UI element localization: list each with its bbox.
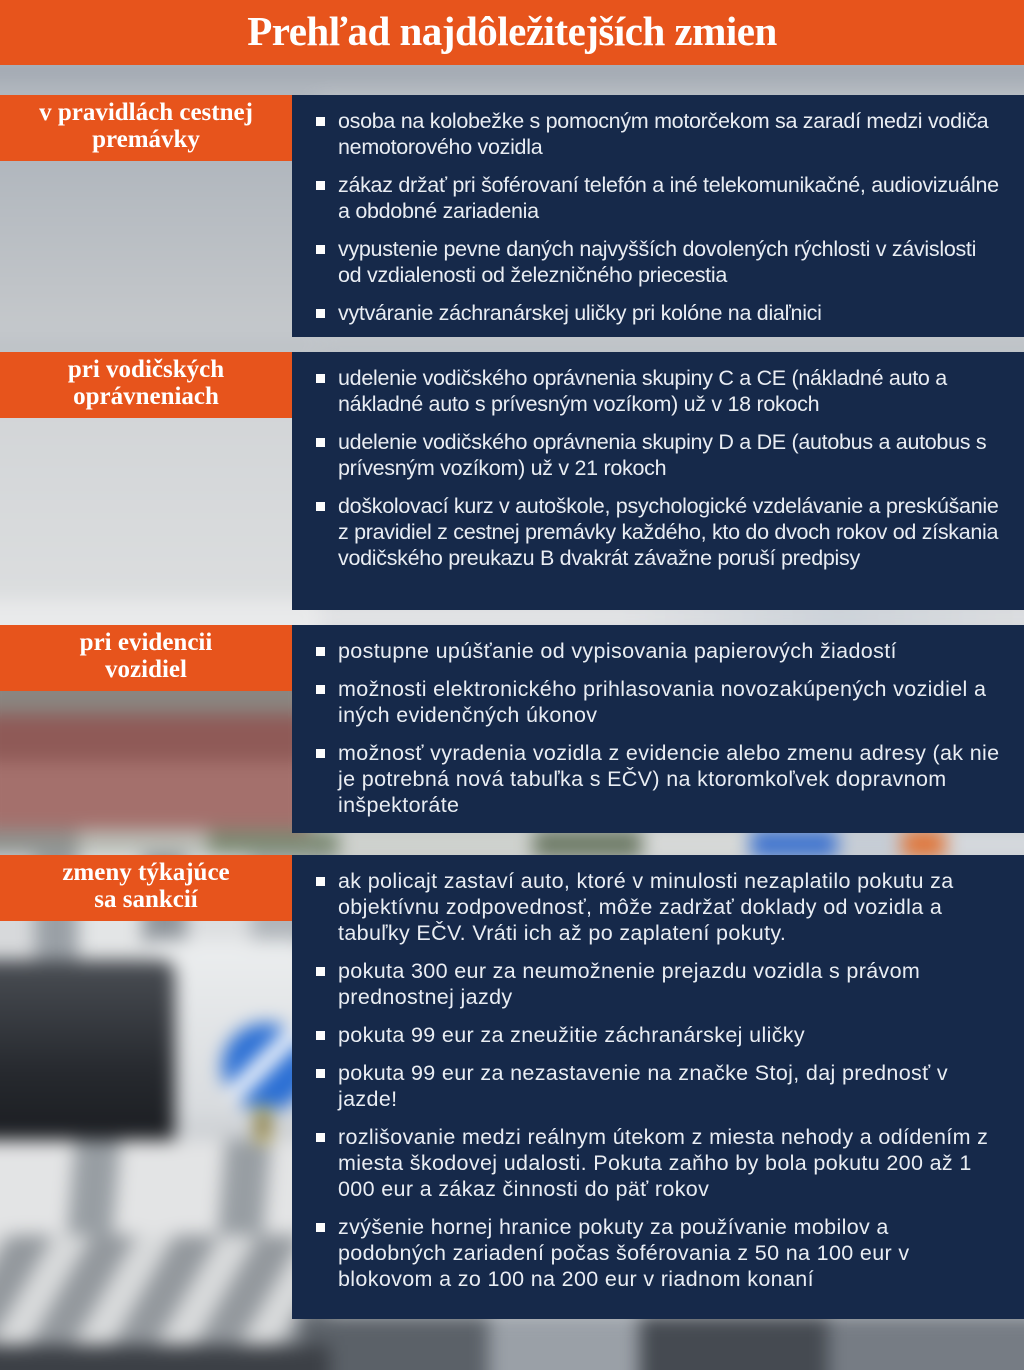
square-bullet-icon	[316, 749, 325, 758]
bullet-text: zvýšenie hornej hranice pokuty za používanie mobilov a podobných zariadení počas šoférovania z 50 na 100 eur v blokovom a zo 100 na 200 eur v riadnom konaní	[338, 1215, 910, 1291]
square-bullet-icon	[316, 181, 325, 190]
section-label-line: v pravidlách cestnej	[39, 99, 253, 126]
section-label-line: zmeny týkajúce	[62, 859, 230, 886]
bullet-text: vypustenie pevne daných najvyšších dovolených rýchlosti v závislosti od vzdialenosti od železničného priecestia	[338, 237, 977, 287]
section-label	[0, 95, 292, 161]
list-item	[316, 638, 1000, 664]
bullet-text: osoba na kolobežke s pomocným motorčekom sa zaradí medzi vodiča nemotorového vozidla	[338, 109, 989, 159]
square-bullet-icon	[316, 502, 325, 511]
list-item	[316, 958, 1000, 1010]
square-bullet-icon	[316, 967, 325, 976]
section-content	[292, 855, 1024, 1319]
section-label-line: vozidiel	[105, 655, 187, 683]
square-bullet-icon	[316, 1031, 325, 1040]
square-bullet-icon	[316, 877, 325, 886]
section-label-column	[0, 95, 292, 161]
section-label-column	[0, 352, 292, 418]
bullet-list	[316, 638, 1000, 818]
section-label	[0, 625, 292, 691]
bullet-text: udelenie vodičského oprávnenia skupiny D a DE (autobus a autobus s prívesným vozíkom) už v 21 rokoch	[338, 430, 987, 480]
list-item	[316, 1214, 1000, 1292]
list-item	[316, 172, 1000, 224]
bullet-text: udelenie vodičského oprávnenia skupiny C a CE (nákladné auto a nákladné auto s prívesným vozíkom) už v 18 rokoch	[338, 366, 947, 416]
bullet-list	[316, 365, 1000, 571]
square-bullet-icon	[316, 438, 325, 447]
list-item	[316, 429, 1000, 481]
section-driving-licences	[0, 352, 1024, 610]
list-item	[316, 868, 1000, 946]
section-label-line: pri vodičských	[67, 356, 225, 383]
list-item	[316, 1124, 1000, 1202]
bullet-text: pokuta 99 eur za zneužitie záchranárskej uličky	[338, 1023, 805, 1047]
bullet-text: doškolovací kurz v autoškole, psychologické vzdelávanie a preskúšanie z pravidiel z cestnej premávky každého, kto do dvoch rokov od získania vodičského preukazu B dvakrát závažne poruší predpisy	[338, 494, 999, 570]
bullet-text: možnosti elektronického prihlasovania novozakúpených vozidiel a iných evidenčných úkonov	[338, 677, 987, 727]
square-bullet-icon	[316, 117, 325, 126]
section-label-line: premávky	[92, 125, 200, 153]
list-item	[316, 676, 1000, 728]
square-bullet-icon	[316, 647, 325, 656]
section-sanctions	[0, 855, 1024, 1319]
list-item	[316, 740, 1000, 818]
section-content	[292, 352, 1024, 610]
bullet-list	[316, 868, 1000, 1292]
bullet-text: možnosť vyradenia vozidla z evidencie alebo zmenu adresy (ak nie je potrebná nová tabuľka s EČV) na ktoromkoľvek dopravnom inšpektoráte	[338, 741, 1000, 817]
bullet-text: vytváranie záchranárskej uličky pri kolóne na diaľnici	[338, 301, 822, 325]
bullet-text: postupne upúšťanie od vypisovania papierových žiadostí	[338, 639, 897, 663]
square-bullet-icon	[316, 1133, 325, 1142]
bullet-list	[316, 108, 1000, 326]
bullet-text: pokuta 99 eur za nezastavenie na značke Stoj, daj prednosť v jazde!	[338, 1061, 948, 1111]
list-item	[316, 365, 1000, 417]
bullet-text: rozlišovanie medzi reálnym útekom z miesta nehody a odídením z miesta škodovej udalosti. Pokuta zaňho by bola pokutu 200 až 1 000 eur a zákaz činnosti do päť rokov	[338, 1125, 989, 1201]
section-content	[292, 95, 1024, 337]
list-item	[316, 236, 1000, 288]
section-label	[0, 352, 292, 418]
header-bar	[0, 0, 1024, 65]
square-bullet-icon	[316, 245, 325, 254]
section-label-line: pri evidencii	[79, 629, 213, 656]
section-content	[292, 625, 1024, 833]
square-bullet-icon	[316, 1069, 325, 1078]
section-label-line: sa sankcií	[94, 885, 198, 913]
square-bullet-icon	[316, 685, 325, 694]
bullet-text: pokuta 300 eur za neumožnenie prejazdu vozidla s právom prednostnej jazdy	[338, 959, 921, 1009]
square-bullet-icon	[316, 374, 325, 383]
page-title: Prehľad najdôležitejších zmien	[247, 8, 777, 54]
bullet-text: ak policajt zastaví auto, ktoré v minulosti nezaplatilo pokutu za objektívnu zodpovednosť, môže zadržať doklady od vozidla a tabuľky EČV. Vráti ich až po zaplatení pokuty.	[338, 869, 954, 945]
square-bullet-icon	[316, 309, 325, 318]
section-label-column	[0, 625, 292, 691]
section-road-rules	[0, 95, 1024, 337]
square-bullet-icon	[316, 1223, 325, 1232]
list-item	[316, 1060, 1000, 1112]
list-item	[316, 1022, 1000, 1048]
list-item	[316, 493, 1000, 571]
section-label-line: oprávneniach	[73, 382, 219, 410]
list-item	[316, 300, 1000, 326]
section-label	[0, 855, 292, 921]
section-label-column	[0, 855, 292, 921]
bullet-text: zákaz držať pri šoférovaní telefón a iné telekomunikačné, audiovizuálne a obdobné zariadenia	[338, 173, 999, 223]
list-item	[316, 108, 1000, 160]
section-vehicle-registry	[0, 625, 1024, 833]
